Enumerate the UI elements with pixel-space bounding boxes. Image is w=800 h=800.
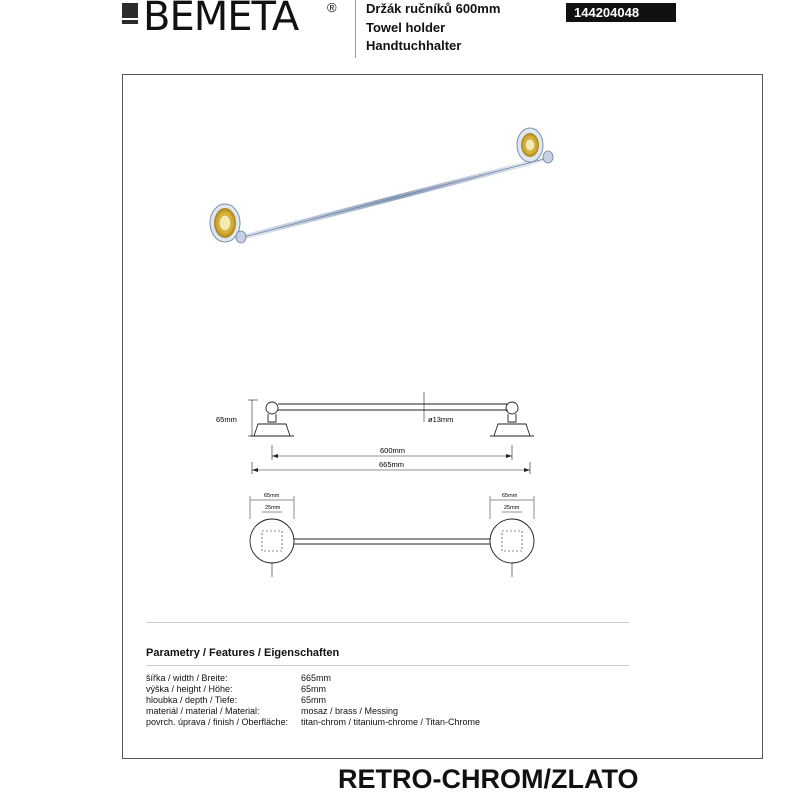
features-divider bbox=[146, 665, 629, 666]
title-de: Handtuchhalter bbox=[366, 38, 462, 53]
flange-25-left-label: 25mm bbox=[265, 505, 281, 511]
feature-key: šířka / width / Breite: bbox=[146, 673, 228, 683]
feature-key: hloubka / depth / Tiefe: bbox=[146, 695, 238, 705]
flange-65-left-label: 65mm bbox=[264, 493, 280, 499]
feature-value: mosaz / brass / Messing bbox=[301, 706, 399, 716]
feature-row bbox=[146, 706, 480, 717]
feature-value: titan-chrom / titanium-chrome / Titan-Chrome bbox=[301, 717, 481, 727]
section-divider bbox=[146, 622, 629, 623]
flange-25-right-label: 25mm bbox=[504, 505, 520, 511]
title-en: Towel holder bbox=[366, 19, 446, 35]
left-flange-image bbox=[210, 204, 246, 243]
feature-row bbox=[146, 717, 480, 728]
feature-row bbox=[146, 695, 480, 706]
brand-logo: BEMETA bbox=[143, 0, 299, 40]
feature-value: 65mm bbox=[301, 684, 327, 694]
feature-key: výška / height / Höhe: bbox=[146, 684, 233, 694]
height-label: 65mm bbox=[216, 415, 237, 424]
diameter-label: ø13mm bbox=[428, 415, 454, 424]
title-cz: Držák ručníků 600mm bbox=[366, 1, 501, 16]
top-view-drawing bbox=[250, 496, 534, 577]
feature-row bbox=[146, 673, 480, 684]
feature-key: materiál / material / Material: bbox=[146, 706, 260, 716]
registered-mark: ® bbox=[327, 0, 337, 15]
flange-65-right-label: 65mm bbox=[502, 493, 518, 499]
length-600-label: 600mm bbox=[380, 446, 406, 455]
feature-key: povrch. úprava / finish / Oberfläche: bbox=[146, 717, 289, 727]
length-665-label: 665mm bbox=[379, 460, 405, 469]
feature-row bbox=[146, 684, 480, 695]
feature-value: 65mm bbox=[301, 695, 327, 705]
features-table bbox=[146, 673, 480, 728]
right-flange-image bbox=[517, 128, 553, 163]
features-title: Parametry / Features / Eigenschaften bbox=[146, 647, 340, 659]
product-code: 144204048 bbox=[566, 3, 676, 22]
series-name: RETRO-CHROM/ZLATO bbox=[338, 764, 639, 794]
feature-value: 665mm bbox=[301, 673, 332, 683]
